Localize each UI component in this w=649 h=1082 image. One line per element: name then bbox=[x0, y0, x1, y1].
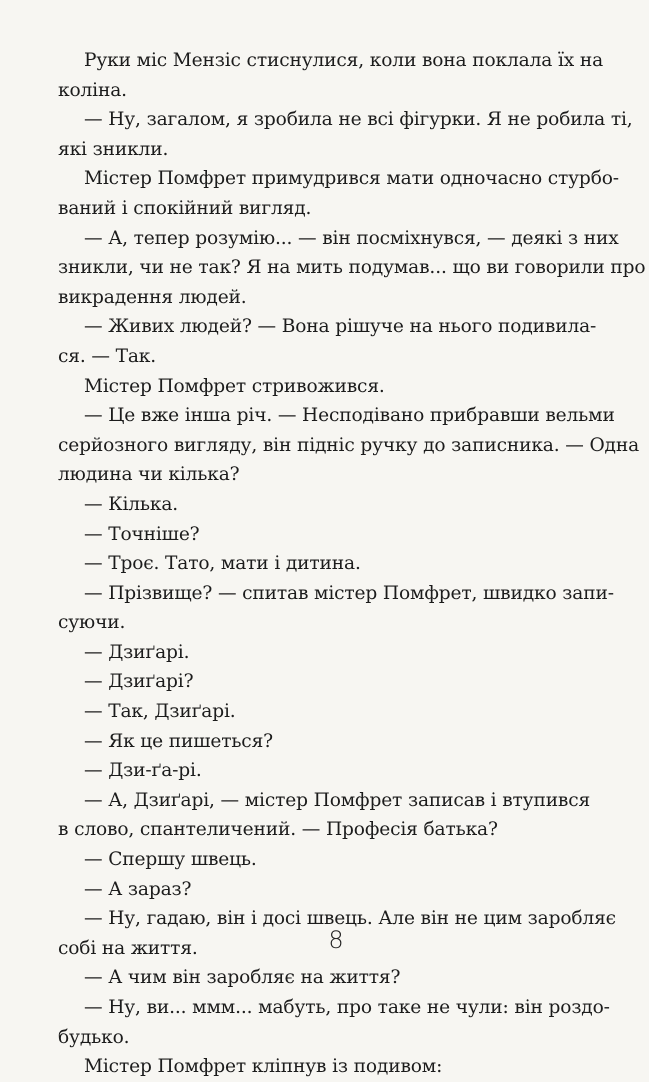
paragraph bbox=[84, 845, 632, 875]
paragraph-continuation-line: будько. bbox=[58, 1026, 130, 1048]
paragraph bbox=[58, 46, 632, 105]
paragraph-first-line: — Живих людей? — Вона рішуче на нього подивила- bbox=[84, 316, 597, 338]
paragraph-first-line: — А, Дзиґарі, — містер Помфрет записав і втупився bbox=[84, 789, 591, 811]
paragraph bbox=[84, 697, 632, 727]
paragraph-first-line: Містер Помфрет кліпнув із подивом: bbox=[84, 1056, 443, 1078]
paragraph-continuation-line: зникли, чи не так? Я на мить подумав... що ви говорили про bbox=[58, 257, 646, 279]
paragraph bbox=[84, 727, 632, 757]
paragraph bbox=[84, 638, 632, 668]
paragraph-first-line: — А чим він заробляє на життя? bbox=[84, 967, 401, 989]
paragraph-first-line: — Дзиґарі. bbox=[84, 641, 190, 663]
paragraph bbox=[84, 372, 632, 402]
paragraph bbox=[58, 105, 633, 164]
paragraph-first-line: — Дзиґарі? bbox=[84, 671, 194, 693]
paragraph bbox=[84, 756, 632, 786]
paragraph-continuation-line: викрадення людей. bbox=[58, 286, 247, 308]
paragraph bbox=[58, 164, 632, 223]
paragraph-first-line: — А зараз? bbox=[84, 878, 192, 900]
paragraph bbox=[84, 549, 632, 579]
paragraph-first-line: — Як це пишеться? bbox=[84, 730, 273, 752]
paragraph-first-line: — Точніше? bbox=[84, 523, 200, 545]
paragraph-first-line: — Ну, ви... ммм... мабуть, про таке не чули: він роздо- bbox=[84, 997, 610, 1018]
paragraph-first-line: — Спершу швець. bbox=[84, 849, 257, 871]
paragraph bbox=[84, 667, 632, 697]
paragraph-first-line: Містер Помфрет стривожився. bbox=[84, 375, 385, 397]
paragraph-first-line: — Прізвище? — спитав містер Помфрет, швидко запи- bbox=[84, 582, 614, 604]
paragraph-first-line: — А, тепер розумію... — він посміхнувся, — деякі з них bbox=[84, 227, 619, 249]
paragraph-continuation-line: суючи. bbox=[58, 612, 126, 634]
paragraph-continuation-line: ся. — Так. bbox=[58, 345, 156, 367]
paragraph bbox=[58, 401, 640, 490]
paragraph bbox=[84, 875, 632, 905]
page-number: 8 bbox=[328, 926, 344, 954]
paragraph bbox=[58, 993, 632, 1052]
paragraph bbox=[58, 786, 632, 845]
paragraph-continuation-line: ваний і спокійний вигляд. bbox=[58, 197, 312, 219]
paragraph bbox=[84, 520, 632, 550]
paragraph-first-line: — Дзи-ґа-рі. bbox=[84, 760, 202, 782]
paragraph-first-line: Руки міс Мензіс стиснулися, коли вона поклала їх на bbox=[84, 50, 604, 71]
paragraph bbox=[84, 963, 632, 993]
paragraph-first-line: — Ну, гадаю, він і досі швець. Але він не цим заробляє bbox=[84, 908, 616, 930]
paragraph-first-line: — Це вже інша річ. — Несподівано прибравши вельми bbox=[84, 405, 615, 427]
paragraph-continuation-line: в слово, спантеличений. — Професія батька? bbox=[58, 819, 498, 841]
paragraph bbox=[58, 579, 632, 638]
paragraph-first-line: — Так, Дзиґарі. bbox=[84, 701, 236, 723]
paragraph bbox=[58, 312, 632, 371]
paragraph-continuation-line: серйозного вигляду, він підніс ручку до записника. — Одна bbox=[58, 434, 640, 456]
paragraph-continuation-line: які зникли. bbox=[58, 138, 169, 160]
paragraph-first-line: — Ну, загалом, я зробила не всі фігурки. Я не робила ті, bbox=[84, 109, 633, 131]
paragraph-first-line: — Троє. Тато, мати і дитина. bbox=[84, 553, 361, 575]
paragraph bbox=[84, 1052, 632, 1082]
paragraph-continuation-line: коліна. bbox=[58, 79, 127, 101]
paragraph-first-line: — Кілька. bbox=[84, 493, 179, 515]
paragraph-first-line: Містер Помфрет примудрився мати одночасно стурбо- bbox=[84, 168, 619, 190]
paragraph-continuation-line: собі на життя. bbox=[58, 937, 198, 959]
paragraph bbox=[84, 490, 632, 520]
paragraph-continuation-line: людина чи кілька? bbox=[58, 464, 240, 486]
paragraph bbox=[58, 224, 646, 313]
